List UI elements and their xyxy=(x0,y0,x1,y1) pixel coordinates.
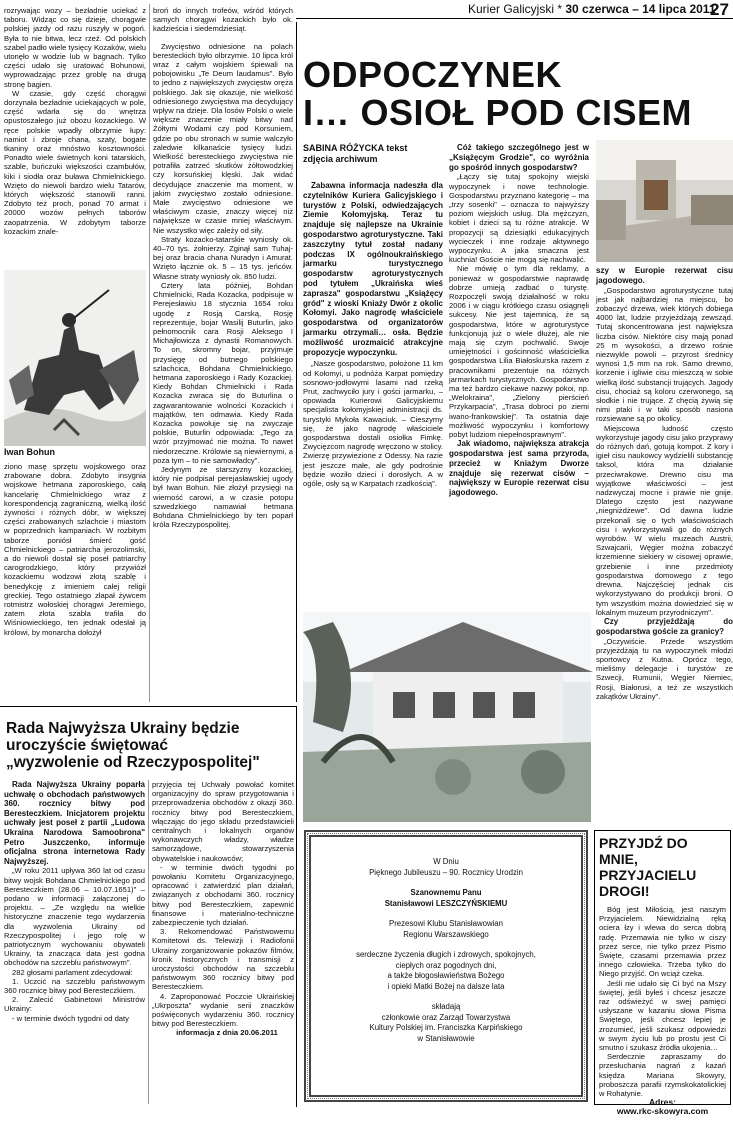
title-line: uroczyście świętować xyxy=(6,737,168,754)
text-paragraph: Nie mówię o tym dla reklamy, a ponieważ w gospodarstwie naprawdę dobrze umieją zadbać o turystę. Rozpoczęli swoją działalność w roku 2006 i w ciągu krótkiego czasu osiągnęli sukcesy. Nie jest tajemnicą, że są gospodarstwa, które w agroturystyce funkcjonują już o wiele dłużej, ale nie mają się czym pochwalić. Swoje umiejętności i gościnność właścicielka gospodarstwa Lilia Białoskurska razem z pracownikami prezentuje na różnych jarmarkach turystycznych. Gospodarstwo ma też bardzo ciekawe nazwy pokoi, np. „Welokraina", „Zielony pierścień Przykarpacia", „Trasa dobroci po ziemi iwano-frankowskiej". Ta ostatnia daje możliwość wypoczynku i komfortowy pobyt ludziom niepełnosprawnym". xyxy=(449,264,589,440)
column-rule xyxy=(149,4,150,702)
text-paragraph: Jeśli nie udało się Ci być na Mszy świętej, jeśli byłeś i chcesz jeszcze raz odświeżyć w swej pamięci usłyszane w kazaniu słowa Pisma Świętego, jeśli chcesz lepiej je zrozumieć, jeśli szukasz odpowiedzi w swym życiu lub po prostu jest Ci smutno i szukasz źródła ukojenia… xyxy=(599,978,726,1053)
text-paragraph: 4. Zaproponować Poczcie Ukraińskiej „Ukrposzta" wydanie serii znaczków poświęconych wydarzeniu 360. rocznicy bitwy pod Beresteczkiem. xyxy=(152,991,294,1029)
rada-col2 xyxy=(152,780,294,1104)
text-paragraph: „Nasze gospodarstwo, położone 11 km od Kołomyi, u podnóża Karpat pomiędzy sosnowo-jodłowymi lasami nad rzeką Prut, zachwyciło jury i gości jarmarku, – opowiada Kurierowi Galicyjskiemu specjalista kołomyjskiej administracji ds. turystyki Mykoła Kawaciuk. – Cieszymy się, że jako nagrodę właściciele gospodarstwa dostali osiołka Fimkę. Zwycięzcom nagrodę wręczono w stolicy. Zwierzę przywiezione z Odessy. Na razie jest jeszcze małe, ale gdy podrośnie będzie woziło dzieci i dorosłych. A w ogóle, osły są w Karpatach rzadkością". xyxy=(303,359,443,488)
przyjdz-body xyxy=(599,905,726,1131)
przyjdz-title xyxy=(599,835,726,899)
title-line: PRZYJDŹ DO MNIE, xyxy=(599,835,688,867)
title-line: Rada Najwyższa Ukrainy będzie xyxy=(6,720,240,737)
section-rule xyxy=(296,706,297,1107)
issue-date: 30 czerwca – 14 lipca 2011 xyxy=(565,2,716,16)
text-paragraph: „Gospodarstwo agroturystyczne tutaj jest jak najbardziej na miejscu, bo zobaczyć drzewa, wiek których dobiega 4000 lat, ludzie przyjeżdżają zewsząd. Tutaj skoncentrowana jest największa liczba cisów. Niektóre cisy mają ponad 25 m wysokości, a drzewo rośnie niezwykle powoli – przyrost średnicy wynosi 1,5 mm na rok. Samo drewno, korzenie i igliwie cisu mieszczą w sobie wielką ilość substancji trujących. Jagody cisu, chociaż są koloru czerwonego, są słodkie i nie trujące. Z chęcią żywią się nimi ptaki i w taki sposób nasiona rozsiewane są po okolicy. xyxy=(596,285,733,424)
przyjdz-box xyxy=(594,830,731,1117)
text-paragraph: rozrywając wozy – bezładnie uciekać z taboru. Widząc co się dzieje, chorągwie polskiej jazdy od razu ruszyły w pogoń. Była to nie bitwa, lecz rzeź. Od polskich szabel padło wiele tysięcy Kozaków, wielu utonęło w wodzie lub w bagnach. Tylko części udało się uratować Bohunowi, wyprowadzając przez groblę na drugą stronę bagien. xyxy=(4,6,146,89)
masthead-star: * xyxy=(557,2,563,16)
main-col2 xyxy=(449,143,589,613)
text-paragraph: 2. Zalecić Gabinetowi Ministrów Ukrainy: xyxy=(4,995,145,1014)
wishes-line: członkowie oraz Zarząd Towarzystwa xyxy=(381,1012,511,1022)
wishes-line: składają xyxy=(431,1002,461,1011)
wishes-frame xyxy=(304,830,588,1102)
wishes-text xyxy=(311,837,581,1044)
page-number: 27 xyxy=(710,0,729,19)
text-paragraph: Jedynym ze starszyzny kozackiej, który nie podpisał perejasławskiej ugody był Iwan Bohun. Nie złożył przysięgi na wierność carowi, a w czasie potopu szwedzkiego namawiał hetmana Bohdana Chmielnickiego by ten poparł króla Rzeczypospolitej. xyxy=(153,464,293,530)
main-col3 xyxy=(596,266,733,712)
text-paragraph: „Łączy się tutaj spokojny wiejski wypoczynek i nowe technologie. Gospodarstwu przyznano kategorię – ma „trzy sosenki" – oznacza to najwyższy poziom wiejskich usług. Dla mężczyzn, kobiet i dzieci są tu różne atrakcje. W propozycji są dziesiątki edukacyjnych wycieczek i inne rodzaje aktywnego wypoczynku. A jaka smaczna jest kuchnia! Goście nie mogą się nachwalić. xyxy=(449,172,589,265)
headline-line: I… OSIOŁ POD CISEM xyxy=(303,92,693,133)
wishes-line: Szanownemu Panu xyxy=(410,888,482,897)
text-paragraph: „Oczywiście. Przede wszystkim przyjeżdżają tu na wypoczynek młodzi sportowcy z Kutna. Oprócz tego, mieliśmy delegacje i turystów ze Szwecji, Rumunii, Węgier Niemiec, Rosji, Białorusi, a też ze wszystkich zakątków Ukrainy". xyxy=(596,636,733,701)
wishes-line: w Stanisławowie xyxy=(417,1033,475,1043)
wishes-line: Regionu Warszawskiego xyxy=(403,929,489,939)
photo-caption: Iwan Bohun xyxy=(4,447,55,457)
left-col1-top xyxy=(4,6,146,268)
wishes-line: ciepłych oraz pogodnych dni, xyxy=(395,960,497,970)
title-line: PRZYJACIELU DROGI! xyxy=(599,867,697,899)
section-rule-h xyxy=(0,706,296,707)
text-paragraph: Miejscowa ludność często wykorzystuje jagody cisu jako przyprawy do różnych dań, gotują kompot. Z kory i igieł cisu naukowcy wydzielili substancję taksol, która ma działanie przeciwrakowe. Drewno cisu ma wyjątkowe właściwości – jest nadzwyczaj mocne i prawie nie gnije. Dlatego często jest nazywane „niegniżdżewe". Od dawna ludzie przekonali się o tych właściwościach cisu i wykorzystywali go do różnych wyrobów. W wielu muzeach Austrii, Szwajcarii, Węgier można zobaczyć krzemienne siekiery w cisowej oprawie, grzebienie i inne przedmioty gospodarstwa domowego z tego drewna. Najczęściej jednak cis wykorzystywano do produkcji broni. O tym wszystkim można dowiedzieć się w lokalnym muzeum przyrodniczym". xyxy=(596,423,733,617)
text-paragraph: Serdecznie zapraszamy do przesłuchania nagrań z kazań księdza Mariana Skowyry, proboszcza parafii rzymskokatolickiej w Rohatynie. xyxy=(599,1052,726,1099)
section-rule xyxy=(296,22,297,702)
wishes-line: Pięknego Jubileuszu – 90. Rocznicy Urodzin xyxy=(369,867,523,877)
headline-line: ODPOCZYNEK xyxy=(303,54,563,95)
wishes-line: serdeczne życzenia długich i zdrowych, spokojnych, xyxy=(356,950,536,959)
text-paragraph: 1. Uczcić na szczeblu państwowym 360 rocznicę bitwy pod Beresteczkiem. xyxy=(4,976,145,995)
text-paragraph: Zwycięstwo odniesione na polach beresteckich było olbrzymie. 10 lipca król wraz z całym wojskiem śpiewali na pobojowisku „Te Deum laudamus". Było to jedno z największych zwycięstw oręża polskiego. Jak się okazuje, nie wielkość odniesionego zwycięstwa ma decydujący wpływ na dzieje. Dla losów Polski o wiele większe znaczenie miały bitwy nad Żółtymi Wodami czy pod Korsuniem, gdzie po obu stronach w sumie walczyło zaledwie kilkanaście tysięcy ludzi. Wielkość beresteckiego zwycięstwa nie potrafiła zatrzeć skutków żółtowodzkiej czy korsuńskiej klęski. Jak widać decydujące znaczenie ma moment, w jakim zwycięstwo zostało odniesione. Małe zwycięstwo odniesione we właściwym czasie, znaczy więcej niż największe w czasie mniej właściwym. Nie wszystko więc zależy od siły. xyxy=(153,41,293,235)
question: Cóż takiego szczególnego jest w „Książęcym Grodzie", co wyróżnia go spośród innych gospodarstw? xyxy=(449,143,589,172)
title-line: „wyzwolenie od Rzeczypospolitej" xyxy=(6,754,260,771)
rada-title xyxy=(6,720,294,771)
text-paragraph: 3. Rekomendować Państwowemu Komitetowi ds. Telewizji i Radiofonii Ukrainy zorganizowanie pokazów filmów, kronik historycznych i transmisji z uroczystości obchodów na szczeblu państwowym 360 rocznicy bitwy pod Beresteczkiem. xyxy=(152,927,294,992)
text-paragraph: - w terminie dwóch tygodni po powołaniu Komitetu Organizacyjnego, opracować i zatwierdzić plan działań, związanych z obchodami 360. rocznicy bitwy pod Beresteczkiem, zapewnić finansowe i materialno-techniczne zabezpieczenie tych działań. xyxy=(152,862,294,928)
text-paragraph: - w terminie dwóch tygodni od daty xyxy=(12,1013,129,1023)
text-paragraph: Cztery lata później, Bohdan Chmielnicki, Rada Kozacka, podpisuje w Perejesławiu 18 stycznia 1654 roku ugodę z Rosją Carską, Rosję reprezentuje, bojar Wasilij Buturlin, jako pełnomocnik cara Rosji Aleksego I Michajłowicza z dynastii Romanowych. To on, skromny bojar, przyjmuje przysięgę od butnego polskiego szlachcica, Bohdana Chmielnickiego, hetmana zaporoskiego i Rady Kozackiej. Kiedy Bohdan Chmielnicki i Rada Kozacka zwraca się do Buturlina o zagwarantowanie wolności Kozackich i majątków, ten odmawia. Kiedy Rada Kozacka powołuje się na zwyczaje polskie, Buturlin odpowiada: „Tego za wzór przyjmować nie można. To nawet niedorzeczne. Królowie są niewiernymi, a poza tym – to nie samowładcy". xyxy=(153,280,293,465)
left-col2 xyxy=(153,6,293,702)
main-col1 xyxy=(303,143,443,603)
lead-paragraph: Rada Najwyższa Ukrainy poparła uchwałę o obchodach państwowych 360. rocznicy bitwy pod Beresteczkiem. Inicjatorem projektu uchwały jest poseł z partii „Ludowa Ukraina Narodowa Samoobrona" Petro Juszczenko, informuje oficjalna strona internetowa Rady Najwyższej. xyxy=(4,780,145,866)
text-paragraph: 282 głosami parlament zdecydował: xyxy=(12,967,133,977)
battle-illustration-svg xyxy=(4,270,146,460)
byline-photos: zdjęcia archiwum xyxy=(303,154,378,164)
wishes-line: i opieki Matki Bożej na dalsze lata xyxy=(387,981,505,991)
question: Czy przyjeżdżają do gospodarstwa goście za granicy? xyxy=(596,616,733,636)
question: Jak wiadomo, największa atrakcja gospodarstwa jest sama przyroda, przecież w Kniażym Dworze znajduje się rezerwat cisów – największy w Europie rezerwat cisu jagodowego. xyxy=(449,439,589,498)
battle-illustration xyxy=(4,270,146,460)
left-col1-bottom xyxy=(4,462,146,702)
wishes-line: Stanisławowi LESZCZYŃSKIEMU xyxy=(384,898,508,908)
column-rule xyxy=(148,780,149,1104)
text-paragraph: przyjęcia tej Uchwały powołać komitet organizacyjny do spraw przygotowania i przeprowadzenia obchodów z okazji 360. rocznicy bitwy pod Beresteczkiem, włączając do jego składu przedstawicieli centralnych i lokalnych organów wykonawczych władzy, władze samorządowe, stowarzyszenia obywatelskie i naukowców; xyxy=(152,780,294,863)
wishes-line: Kultury Polskiej im. Franciszka Karpińskiego xyxy=(369,1023,523,1032)
text-paragraph: Straty kozacko-tatarskie wyniosły ok. 40–70 tys. żołnierzy. Zginął sam Tuhaj-bej oraz bracia chana Nuradyn i Amurat. Wzięto łącznie ok. 5 – 15 tys. jeńców. Własne straty wyniosły ok. 850 ludzi. xyxy=(153,234,293,281)
wishes-line: W Dniu xyxy=(433,857,459,866)
text-paragraph: broń do innych trofeów, wśród których samych chorągwi kozackich było ok. kadzieścia i siedemdziesiąt. xyxy=(153,6,293,34)
text-paragraph: Bóg jest Miłością, jest naszym Przyjacielem. Niewidzialną ręką ociera łzy i wlewa do serca dobrą radę. Przemawia nie tylko w ciszy przez serce, nie tylko przez Pismo Święte, czasami przemawia przez innego człowieka. Trzeba tylko do Niego przyjść. On wciąż czeka. xyxy=(599,905,726,979)
wishes-line: a także błogosławieństwa Bożego xyxy=(387,971,505,980)
interior-photo-svg xyxy=(596,140,733,262)
text-paragraph: W czasie, gdy część chorągwi dorzynała bezładnie uciekających w pole, część wdarła się do wnętrza opustoszałego już obozu kozackiego. W ręce polskie wpadły olbrzymie łupy: namiot i zbroje chana, szaty, bogate tkaniny oraz mnóstwo kosztowności. Ponadto wiele świetnych koni tatarskich, szable, buńczuki większości czambułów, kiki i siodła oraz buława Chmielnickiego. Wzięto do niewoli bardzo wielu Tatarów, których większość stanowili ranni. Zdobyto też proch, ponad 70 armat i 20000 wozów pełnych taborów zaopatrzenia. W zdobytym taborze kozackim znale- xyxy=(4,88,146,236)
text-paragraph: „W roku 2011 upływa 360 lat od czasu bitwy wojsk Bohdana Chmielnickiego pod Beresteczkiem (28.06 – 10.07.1651)" – podano w informacji załączonej do projektu. – „Ze względu na wielkie historyczne znaczenie tego wydarzenia dla wyzwolenia Ukrainy od Rzeczypospolitej i jego rolę w patriotycznym wychowaniu obywateli Ukrainy, ta znacząca data jest godna obchodów na szczeblu państwowym". xyxy=(4,866,145,968)
manor-photo-svg xyxy=(303,612,591,822)
address-label: Adres: xyxy=(649,1097,676,1108)
manor-photo xyxy=(303,612,591,822)
header-rule xyxy=(296,18,733,19)
website-link[interactable]: www.rkc-skowyra.com xyxy=(616,1106,709,1117)
question-tail: szy w Europie rezerwat cisu jagodowego. xyxy=(596,266,733,285)
info-date: informacja z dnia 20.06.2011 xyxy=(176,1028,278,1038)
lead-paragraph: Zabawna informacja nadeszła dla czytelników Kuriera Galicyjskiego i turystów z Polski, odwiedzających Ziemie Kołomyjską. Teraz tu znajduje się najlepsze na Ukrainie gospodarstwo agroturystyczne. Taki zaszczytny tytuł został nadany podczas IX ogólnoukraińskiego jarmarku turystycznego gospodarstw agroturystycznych pod tytułem „Ukraińska wieś zaprasza" gospodarstwu „Książęcy gród" z wioski Kniaży Dwór z okolic Kołomyi. Jako nagrodę właściciele gospodarstwa od organizatorów jarmarku otrzymali… osła. Będzie możliwość urozmaicić atrakcyjne propozycje wypoczynku. xyxy=(303,181,443,357)
interior-photo xyxy=(596,140,733,262)
headline xyxy=(303,56,723,132)
masthead xyxy=(468,2,716,16)
text-paragraph: ziono masę sprzętu wojskowego oraz zrabowane dobra. Zdobyto insygnia wojskowe hetmana zaporoskiego, całą kancelarię Chmielnickiego wraz z korespondencją zagraniczną, wielką ilość żywności i różnych dóbr, w większej części zrabowanych szlachcie i miastom w poprzednich kampaniach. W rozbitym taborze poniósł śmierć gość Chmielnickiego – patriarcha jerozolimski, a do niewoli dostał się poseł patriarchy carogrodzkiego, który przywiózł kozackiemu wodzowi złotą szablę i benedykcję z imieniem całej religii greckiej. Tego ostatniego złapał żywcem rotmistrz wołoskiej chorągwi Jeremiego, zatem złota szabla trafiła do Wiśniowieckiego, ten jednak odesłał ją królowi, by monarcha dołożył xyxy=(4,462,146,637)
masthead-name: Kurier Galicyjski xyxy=(468,2,555,16)
wishes-line: Prezesowi Klubu Stanisławowian xyxy=(389,919,503,928)
byline: SABINA RÓŻYCKA tekst xyxy=(303,143,408,153)
rada-col1 xyxy=(4,780,145,1104)
